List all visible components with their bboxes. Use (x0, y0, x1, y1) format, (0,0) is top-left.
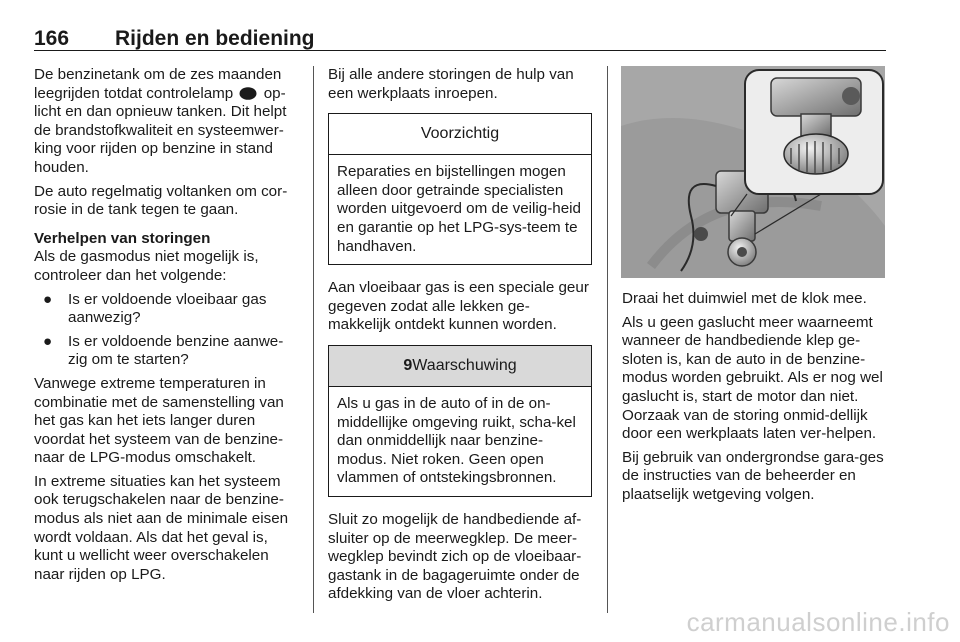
caution-title: Voorzichtig (329, 114, 591, 155)
warning-text: Als u gas in de auto of in de on-middellijke omgeving ruikt, scha-kel dan onmiddellijk naar benzine-modus. Niet roken. Geen open vlammen of ontstekingsbronnen. (337, 394, 576, 487)
page-number: 166 (34, 27, 70, 50)
chapter-title: Rijden en bediening (115, 27, 315, 50)
section-heading: Verhelpen van storingen (34, 229, 211, 247)
paragraph: Als de gasmodus niet mogelijk is, controleer dan het volgende: (34, 248, 259, 284)
valve-thumbwheel-illustration (621, 66, 885, 278)
column-middle (328, 66, 592, 609)
lpg-indicator-lamp-icon (239, 87, 257, 100)
column-divider (313, 66, 314, 613)
paragraph-text: op-licht en dan opnieuw tanken. Dit helpt de brandstofkwaliteit en systeemwer-king voor rijden op benzine in stand houden. (34, 84, 287, 176)
watermark: carmanualsonline.info (686, 607, 950, 637)
valve-illustration (621, 66, 885, 278)
paragraph-text: De benzinetank om de zes maanden leegrijden totdat controlelamp (34, 66, 282, 102)
paragraph: Bij gebruik van ondergrondse gara-ges de instructies van de beheerder en plaatselijk wetgeving volgen. (622, 448, 884, 503)
paragraph: Draai het duimwiel met de klok mee. (622, 290, 867, 307)
column-right (622, 290, 888, 510)
warning-title: Waarschuwing (412, 356, 517, 374)
page-header (34, 28, 886, 51)
warning-body (329, 387, 591, 496)
bullet-icon: ● (43, 332, 53, 350)
list-item (34, 291, 300, 328)
list-item (34, 333, 300, 370)
column-divider (607, 66, 608, 613)
paragraph (34, 66, 300, 178)
paragraph: Als u geen gaslucht meer waarneemt wanneer de handbediende klep ge-sloten is, kan de auto in de benzine-modus worden gebruikt. Als er nog wel gaslucht is, start de motor dan niet. Oorzaak van de storing onmid-dellijk door een werkplaats laten ver-helpen. (622, 313, 883, 443)
warning-triangle-icon: 9 (403, 356, 413, 374)
caution-text: Reparaties en bijstellingen mogen alleen door getrainde specialisten worden uitgevoerd om de veilig-heid en garantie op het LPG-sys-teem te handhaven. (337, 163, 581, 255)
paragraph: Bij alle andere storingen de hulp van een werkplaats inroepen. (328, 66, 574, 102)
warning-header (329, 346, 591, 387)
column-left (34, 66, 300, 589)
warning-box (328, 345, 592, 497)
checklist (34, 291, 300, 370)
list-item-text: Is er voldoende benzine aanwe-zig om te starten? (68, 332, 284, 369)
paragraph: Vanwege extreme temperaturen in combinatie met de samenstelling van het gas kan het iets langer duren voordat het systeem van de benzine-naar de LPG-modus omschakelt. (34, 374, 284, 467)
paragraph: Aan vloeibaar gas is een speciale geur gegeven zodat alle lekken ge-makkelijk ontdekt kunnen worden. (328, 279, 589, 334)
caution-box (328, 113, 592, 265)
list-item-text: Is er voldoende vloeibaar gas aanwezig? (68, 290, 267, 327)
paragraph: De auto regelmatig voltanken om cor-rosie in de tank tegen te gaan. (34, 182, 288, 219)
paragraph: Sluit zo mogelijk de handbediende af-sluiter op de meerwegklep. De meer-wegklep bevindt zich op de vloeibaar-gastank in de bagageruimte onder de afdekking van de vloer achterin. (328, 510, 582, 603)
paragraph: In extreme situaties kan het systeem ook terugschakelen naar de benzine-modus als niet aan de minimale eisen wordt voldaan. Als dat het geval is, kunt u wellicht weer overschakelen naar rijden op LPG. (34, 472, 289, 583)
caution-body (329, 155, 591, 264)
bullet-icon: ● (43, 290, 53, 308)
